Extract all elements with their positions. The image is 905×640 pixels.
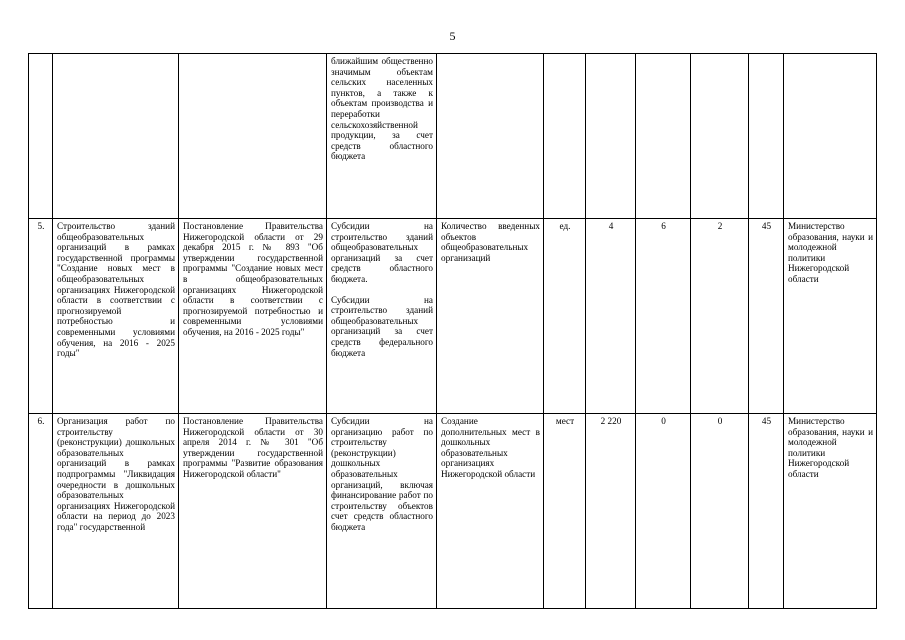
value-cell	[749, 54, 784, 219]
unit-cell: мест	[544, 414, 586, 609]
document-cell: Постановление Правительства Нижегородской области от 30 апреля 2014 г. № 301 "Об утверждении государственной программы "Развитие образования Нижегородской области"	[179, 414, 327, 609]
page-number: 5	[449, 29, 456, 43]
responsible-cell: Министерство образования, науки и молодежной политики Нижегородской области	[784, 414, 877, 609]
document-cell: Постановление Правительства Нижегородской области от 29 декабря 2015 г. № 893 "Об утверждении государственной программы "Создание новых мест в общеобразовательных организациях Нижегородской области в соответствии с прогнозируемой потребностью и современными условиями обучения, на 2016 - 2025 годы"	[179, 219, 327, 414]
value-cell	[586, 54, 636, 219]
event-cell: Строительство зданий общеобразовательных организаций в рамках государственной программы "Создание новых мест в общеобразовательных организациях Нижегородской области в соответствии с прогнозируемой потребностью и современными условиями обучения, на 2016 - 2025 годы"	[53, 219, 179, 414]
value-cell: 45	[749, 219, 784, 414]
value-cell	[691, 54, 749, 219]
table-row	[29, 219, 877, 414]
unit-cell: ед.	[544, 219, 586, 414]
value-cell: 45	[749, 414, 784, 609]
unit-cell	[544, 54, 586, 219]
funding-cell	[327, 219, 437, 414]
table-row	[29, 54, 877, 219]
value-cell: 4	[586, 219, 636, 414]
row-number: 5.	[29, 219, 53, 414]
indicator-cell	[437, 54, 544, 219]
event-cell	[53, 54, 179, 219]
value-cell: 0	[636, 414, 691, 609]
value-cell: 2	[691, 219, 749, 414]
value-cell: 6	[636, 219, 691, 414]
funding-text: Субсидии на строительство зданий общеобразовательных организаций за счет средств областного бюджета.	[331, 221, 433, 284]
funding-text: ближайшим общественно значимым объектам сельских населенных пунктов, а также к объектам производства и переработки сельскохозяйственной продукции, за счет средств областного бюджета	[331, 56, 433, 162]
funding-text: Субсидии на строительство зданий общеобразовательных организаций за счет средств федерального бюджета	[331, 294, 433, 358]
indicator-cell: Количество введенных объектов общеобразовательных организаций	[437, 219, 544, 414]
event-cell: Организация работ по строительству (реконструкции) дошкольных образовательных организаций в рамках подпрограммы "Ликвидация очередности в дошкольных образовательных организациях Нижегородской области на период до 2023 года" государственной	[53, 414, 179, 609]
funding-cell	[327, 54, 437, 219]
row-number: 6.	[29, 414, 53, 609]
value-cell	[636, 54, 691, 219]
row-number	[29, 54, 53, 219]
value-cell: 2 220	[586, 414, 636, 609]
program-table	[28, 53, 877, 609]
table-row	[29, 414, 877, 609]
responsible-cell: Министерство образования, науки и молодежной политики Нижегородской области	[784, 219, 877, 414]
responsible-cell	[784, 54, 877, 219]
funding-text: Субсидии на организацию работ по строительству (реконструкции) дошкольных образовательных организаций, включая финансирование работ по строительству объектов счет средств областного бюджета	[331, 416, 433, 532]
funding-cell	[327, 414, 437, 609]
value-cell: 0	[691, 414, 749, 609]
document-cell	[179, 54, 327, 219]
indicator-cell: Создание дополнительных мест в дошкольных образовательных организациях Нижегородской области	[437, 414, 544, 609]
